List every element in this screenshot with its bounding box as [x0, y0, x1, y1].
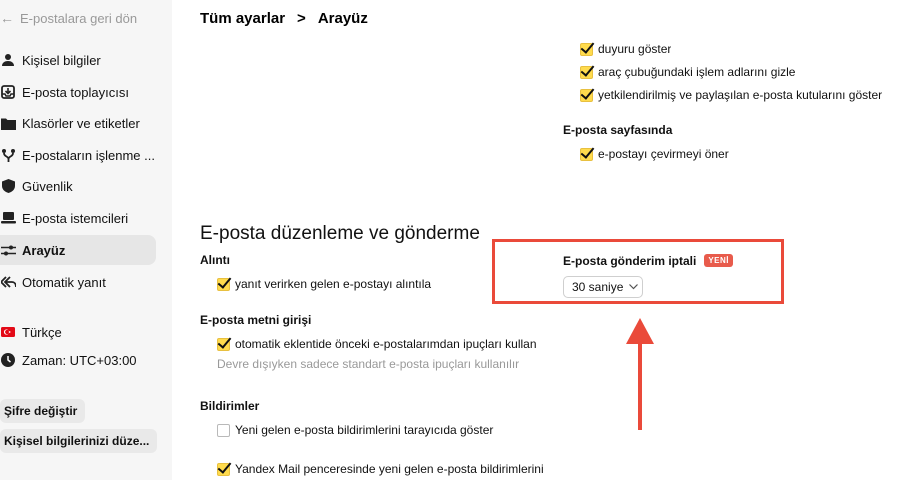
- option-quote-reply[interactable]: [217, 277, 431, 291]
- checkbox-checked[interactable]: [217, 278, 230, 291]
- delete-personal-data-button[interactable]: Kişisel bilgilerinizi düze...: [0, 429, 157, 453]
- settings-sidebar: [0, 0, 172, 480]
- sidebar-item-label: Otomatik yanıt: [22, 274, 106, 290]
- language-selector[interactable]: [0, 317, 156, 347]
- option-label: otomatik eklentide önceki e-postalarımdan ipuçları kullan: [235, 337, 537, 351]
- timezone-selector[interactable]: [0, 345, 156, 375]
- checkbox-checked[interactable]: [217, 463, 230, 476]
- person-icon: [0, 52, 16, 68]
- section-title-compose: E-posta düzenleme ve gönderme: [200, 223, 480, 244]
- arrow-left-icon: ←: [0, 10, 14, 26]
- option-label: araç çubuğundaki işlem adlarını gizle: [598, 65, 796, 79]
- notifications-heading: Bildirimler: [200, 399, 260, 413]
- turkey-flag-icon: [0, 324, 16, 340]
- sidebar-item-label: E-posta istemcileri: [22, 210, 129, 226]
- sliders-icon: [0, 242, 16, 258]
- option-autocomplete-hints[interactable]: [217, 337, 537, 351]
- checkbox-checked[interactable]: [580, 89, 593, 102]
- highlight-annotation-box: [492, 239, 784, 304]
- reply-all-icon: [0, 274, 16, 290]
- sidebar-item-security[interactable]: [0, 171, 156, 201]
- back-to-mail-link[interactable]: [0, 10, 137, 26]
- undo-send-label: E-posta gönderim iptali: [563, 254, 697, 268]
- option-label: Yandex Mail penceresinde yeni gelen e-posta bildirimlerini: [235, 462, 544, 476]
- option-partial[interactable]: [580, 42, 671, 56]
- sidebar-item-autoreply[interactable]: [0, 267, 156, 297]
- sidebar-item-label: E-posta toplayıcısı: [22, 84, 129, 100]
- option-window-notifications[interactable]: [217, 462, 544, 476]
- text-input-heading: E-posta metni girişi: [200, 313, 312, 327]
- sidebar-item-interface[interactable]: [0, 235, 156, 265]
- sidebar-item-label: Klasörler ve etiketler: [22, 115, 140, 131]
- autocomplete-hint-text: Devre dışıyken sadece standart e-posta ipuçları kullanılır: [217, 357, 520, 371]
- change-password-button[interactable]: Şifre değiştir: [0, 399, 85, 423]
- sidebar-item-label: Kişisel bilgiler: [22, 52, 101, 68]
- checkbox-checked[interactable]: [580, 43, 593, 56]
- quote-heading: Alıntı: [200, 253, 230, 267]
- page-title: Arayüz: [317, 10, 368, 27]
- sidebar-item-rules[interactable]: [0, 140, 156, 170]
- breadcrumb: [200, 10, 368, 27]
- option-label: yetkilendirilmiş ve paylaşılan e-posta kutularını göster: [598, 88, 883, 102]
- clock-icon: [0, 352, 16, 368]
- laptop-icon: [0, 210, 16, 226]
- sidebar-item-label: E-postaların işlenme ...: [22, 147, 155, 163]
- sidebar-item-personal[interactable]: [0, 45, 156, 75]
- option-browser-notifications[interactable]: [217, 423, 493, 437]
- folder-icon: [0, 115, 16, 131]
- option-label: Yeni gelen e-posta bildirimlerini tarayıcıda göster: [235, 423, 494, 437]
- shield-icon: [0, 178, 16, 194]
- back-label: E-postalara geri dön: [20, 10, 138, 26]
- option-suggest-translate[interactable]: [580, 147, 729, 161]
- checkbox-checked[interactable]: [217, 338, 230, 351]
- select-value: 30 saniye: [572, 280, 624, 294]
- option-label: e-postayı çevirmeyi öner: [598, 147, 729, 161]
- sidebar-item-collector[interactable]: [0, 77, 156, 107]
- option-show-shared-mailboxes[interactable]: [580, 88, 882, 102]
- checkbox-checked[interactable]: [580, 66, 593, 79]
- filter-icon: [0, 147, 16, 163]
- sidebar-item-label: Arayüz: [22, 242, 66, 258]
- red-arrow-up-icon: [620, 318, 660, 433]
- sidebar-item-folders[interactable]: [0, 108, 156, 138]
- sidebar-item-label: Güvenlik: [22, 178, 73, 194]
- inbox-download-icon: [0, 84, 16, 100]
- new-badge: YENİ: [704, 254, 733, 267]
- language-label: Türkçe: [22, 324, 62, 340]
- sidebar-item-clients[interactable]: [0, 203, 156, 233]
- timezone-label: Zaman: UTC+03:00: [22, 352, 137, 368]
- option-hide-toolbar-labels[interactable]: [580, 65, 795, 79]
- checkbox-checked[interactable]: [580, 148, 593, 161]
- checkbox-unchecked[interactable]: [217, 424, 230, 437]
- option-label: yanıt verirken gelen e-postayı alıntıla: [235, 277, 432, 291]
- breadcrumb-separator-icon: >: [297, 10, 306, 27]
- option-label: duyuru göster: [598, 42, 672, 56]
- breadcrumb-root[interactable]: Tüm ayarlar: [200, 10, 286, 27]
- email-page-heading: E-posta sayfasında: [563, 123, 673, 137]
